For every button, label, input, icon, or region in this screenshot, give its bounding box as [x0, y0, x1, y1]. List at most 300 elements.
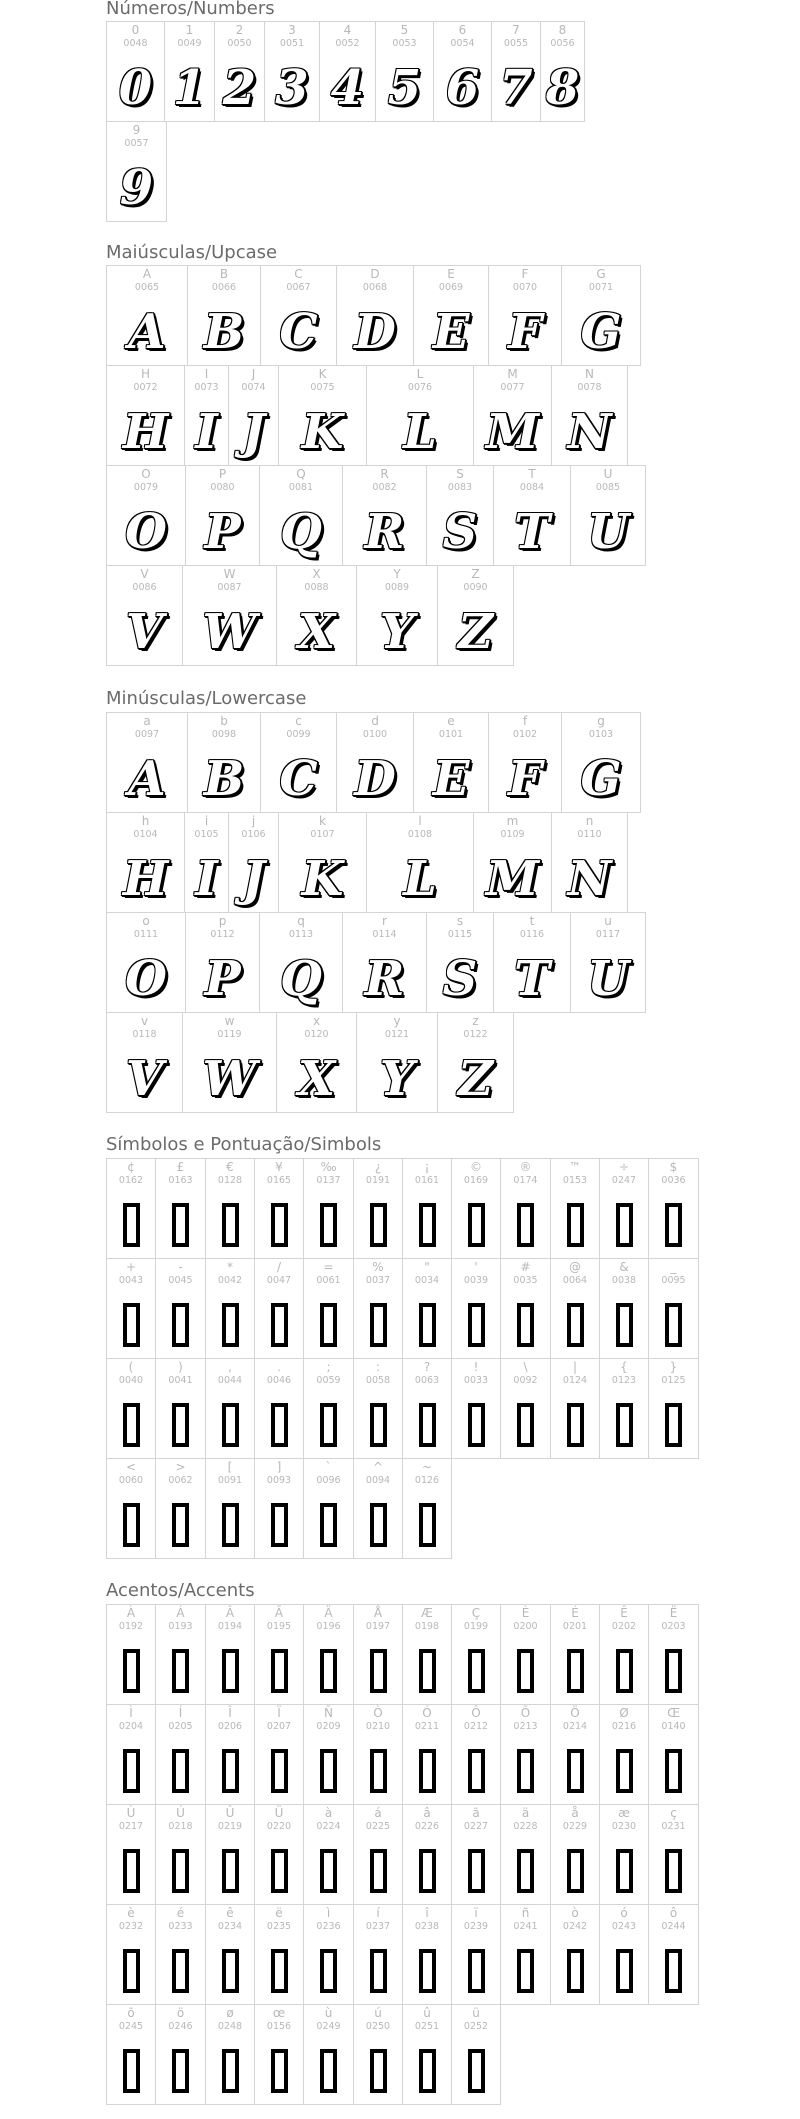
glyph-preview	[206, 1492, 254, 1558]
glyph-code-label: 0251	[414, 2021, 440, 2032]
glyph-cell	[451, 1604, 501, 1705]
glyph-cell	[551, 812, 628, 913]
glyph-preview	[600, 1738, 648, 1804]
decorative-glyph: K	[301, 851, 344, 907]
glyph-preview	[600, 1938, 648, 2004]
glyph-preview	[551, 1838, 599, 1904]
glyph-preview	[551, 1938, 599, 2004]
decorative-glyph: N	[567, 851, 612, 907]
glyph-preview	[206, 1638, 254, 1704]
glyph-character-label: +	[125, 1260, 137, 1274]
glyph-character-label: û	[423, 2006, 431, 2020]
glyph-preview	[255, 1838, 303, 1904]
glyph-cell	[106, 121, 167, 222]
missing-glyph-box-icon	[517, 1949, 534, 1993]
missing-glyph-box-icon	[468, 1403, 485, 1447]
glyph-preview	[183, 1046, 276, 1112]
glyph-cell	[182, 565, 277, 666]
missing-glyph-box-icon	[370, 1503, 387, 1547]
glyph-preview	[501, 1838, 550, 1904]
glyph-code-label: 0237	[365, 1921, 391, 1932]
glyph-cell	[353, 2004, 403, 2105]
missing-glyph-box-icon	[665, 1949, 682, 1993]
glyph-preview	[156, 1938, 205, 2004]
glyph-cell	[264, 21, 320, 122]
glyph-character-label: J	[251, 367, 256, 381]
decorative-glyph: B	[203, 751, 245, 807]
glyph-code-label: 0252	[463, 2021, 489, 2032]
glyph-character-label: N	[585, 367, 594, 381]
glyph-character-label: w	[224, 1014, 235, 1028]
glyph-cell	[254, 1358, 304, 1459]
glyph-character-label: à	[324, 1806, 333, 1820]
decorative-glyph: Q	[280, 504, 322, 560]
glyph-cell	[155, 1158, 206, 1259]
missing-glyph-box-icon	[271, 2049, 288, 2093]
glyph-character-label: =	[323, 1260, 334, 1274]
glyph-preview	[649, 1738, 698, 1804]
glyph-preview	[403, 1838, 451, 1904]
missing-glyph-box-icon	[222, 1303, 239, 1347]
decorative-glyph: M	[485, 851, 540, 907]
missing-glyph-box-icon	[517, 1403, 534, 1447]
decorative-glyph: E	[432, 751, 470, 807]
glyph-code-label: 0115	[447, 929, 473, 940]
glyph-character-label: ú	[374, 2006, 382, 2020]
decorative-glyph: L	[403, 404, 437, 460]
decorative-glyph: I	[195, 404, 218, 460]
glyph-cell	[155, 1604, 206, 1705]
decorative-glyph: P	[204, 504, 241, 560]
section-title-lowercase: Minúsculas/Lowercase	[106, 688, 307, 709]
glyph-preview	[552, 399, 627, 465]
glyph-preview	[277, 1046, 356, 1112]
glyph-code-label: 0097	[134, 729, 160, 740]
missing-glyph-box-icon	[370, 1949, 387, 1993]
decorative-glyph: C	[279, 751, 318, 807]
glyph-code-label: 0122	[463, 1029, 488, 1040]
glyph-cell	[500, 1904, 551, 2005]
missing-glyph-box-icon	[222, 1849, 239, 1893]
glyph-cell	[303, 1158, 354, 1259]
glyph-code-label: 0096	[316, 1475, 341, 1486]
glyph-preview	[367, 846, 473, 912]
glyph-preview	[107, 299, 187, 365]
glyph-preview	[107, 846, 184, 912]
glyph-code-label: 0033	[463, 1375, 489, 1386]
glyph-cell	[500, 1258, 551, 1359]
glyph-character-label: /	[276, 1260, 282, 1274]
glyph-character-label: Ü	[274, 1806, 284, 1820]
glyph-preview	[649, 1392, 698, 1458]
glyph-preview	[279, 399, 366, 465]
decorative-glyph: L	[403, 851, 437, 907]
glyph-character-label: ì	[326, 1906, 331, 1920]
glyph-preview	[551, 1392, 599, 1458]
glyph-preview	[357, 1046, 437, 1112]
glyph-code-label: 0205	[168, 1721, 193, 1732]
glyph-code-label: 0119	[217, 1029, 242, 1040]
glyph-character-label: Ø	[619, 1706, 629, 1720]
glyph-preview	[649, 1292, 698, 1358]
glyph-code-label: 0113	[288, 929, 314, 940]
glyph-character-label: )	[178, 1360, 183, 1374]
missing-glyph-box-icon	[665, 1749, 682, 1793]
missing-glyph-box-icon	[517, 1849, 534, 1893]
glyph-preview	[255, 1392, 303, 1458]
glyph-preview	[649, 1192, 698, 1258]
glyph-cell	[599, 1704, 649, 1805]
glyph-cell	[205, 1358, 255, 1459]
glyph-preview	[156, 1838, 205, 1904]
glyph-code-label: 0062	[168, 1475, 193, 1486]
glyph-code-label: 0095	[661, 1275, 686, 1286]
missing-glyph-box-icon	[665, 1203, 682, 1247]
glyph-preview	[156, 1492, 205, 1558]
decorative-glyph: A	[128, 304, 166, 360]
missing-glyph-box-icon	[419, 2049, 436, 2093]
glyph-preview	[304, 1938, 353, 2004]
glyph-cell	[106, 1012, 183, 1113]
missing-glyph-box-icon	[222, 1203, 239, 1247]
glyph-code-label: 0105	[194, 829, 219, 840]
glyph-cell	[254, 1704, 304, 1805]
glyph-code-label: 0063	[414, 1375, 440, 1386]
glyph-cell	[106, 1904, 156, 2005]
glyph-code-label: 0071	[588, 282, 614, 293]
glyph-cell	[205, 1258, 255, 1359]
decorative-glyph: F	[507, 304, 543, 360]
glyph-cell	[356, 1012, 438, 1113]
missing-glyph-box-icon	[320, 1403, 337, 1447]
decorative-glyph: U	[587, 951, 629, 1007]
glyph-preview	[260, 946, 342, 1012]
missing-glyph-box-icon	[616, 1303, 633, 1347]
missing-glyph-box-icon	[616, 1749, 633, 1793]
glyph-cell	[106, 21, 165, 122]
glyph-preview	[600, 1838, 648, 1904]
glyph-cell	[106, 1604, 156, 1705]
glyph-code-label: 0040	[118, 1375, 144, 1386]
glyph-preview	[403, 1738, 451, 1804]
glyph-cell	[336, 712, 414, 813]
glyph-code-label: 0107	[310, 829, 335, 840]
decorative-glyph: W	[202, 1051, 257, 1107]
glyph-cell	[550, 1904, 600, 2005]
glyph-preview	[304, 2038, 353, 2104]
glyph-character-label: Æ	[421, 1606, 433, 1620]
glyph-preview	[427, 946, 493, 1012]
glyph-character-label: Ù	[126, 1806, 136, 1820]
glyph-cell	[491, 21, 541, 122]
glyph-code-label: 0050	[227, 38, 252, 49]
decorative-glyph: H	[122, 404, 169, 460]
glyph-character-label: Ç	[471, 1606, 481, 1620]
glyph-code-label: 0046	[266, 1375, 292, 1386]
decorative-glyph: 1	[172, 60, 207, 116]
missing-glyph-box-icon	[567, 1949, 584, 1993]
missing-glyph-box-icon	[123, 1203, 140, 1247]
decorative-glyph: J	[242, 851, 265, 907]
glyph-cell	[254, 1158, 304, 1259]
glyph-preview	[403, 2038, 451, 2104]
missing-glyph-box-icon	[320, 1503, 337, 1547]
glyph-character-label: >	[175, 1460, 186, 1474]
glyph-character-label: ô	[669, 1906, 678, 1920]
glyph-preview	[107, 1046, 182, 1112]
glyph-preview	[206, 1838, 254, 1904]
glyph-character-label: c	[295, 714, 302, 728]
glyph-code-label: 0056	[550, 38, 575, 49]
glyph-cell	[106, 1258, 156, 1359]
glyph-code-label: 0229	[562, 1821, 588, 1832]
glyph-preview	[255, 1492, 303, 1558]
glyph-code-label: 0079	[133, 482, 159, 493]
glyph-character-label: 2	[235, 23, 244, 37]
glyph-code-label: 0087	[217, 582, 242, 593]
glyph-preview	[489, 746, 561, 812]
glyph-preview	[304, 1838, 353, 1904]
glyph-character-label: }	[669, 1360, 678, 1374]
glyph-preview	[571, 499, 645, 565]
glyph-cell	[214, 21, 265, 122]
glyph-character-label: â	[423, 1806, 431, 1820]
glyph-preview	[107, 155, 166, 221]
decorative-glyph: T	[514, 504, 550, 560]
glyph-code-label: 0216	[611, 1721, 637, 1732]
glyph-preview	[501, 1392, 550, 1458]
glyph-code-label: 0232	[118, 1921, 144, 1932]
glyph-character-label: |	[572, 1360, 578, 1374]
glyph-character-label: œ	[272, 2006, 286, 2020]
glyph-preview	[206, 1192, 254, 1258]
glyph-preview	[156, 1738, 205, 1804]
glyph-character-label: X	[312, 567, 321, 581]
glyph-cell	[106, 812, 185, 913]
glyph-character-label: ù	[324, 2006, 333, 2020]
glyph-code-label: 0128	[217, 1175, 243, 1186]
glyph-character-label: ö	[176, 2006, 185, 2020]
decorative-glyph: 7	[499, 60, 533, 116]
glyph-character-label: Z	[471, 567, 480, 581]
glyph-cell	[205, 1158, 255, 1259]
glyph-cell	[599, 1258, 649, 1359]
missing-glyph-box-icon	[370, 2049, 387, 2093]
missing-glyph-box-icon	[616, 1649, 633, 1693]
glyph-character-label: ÷	[618, 1160, 630, 1174]
glyph-code-label: 0076	[407, 382, 433, 393]
missing-glyph-box-icon	[370, 1303, 387, 1347]
glyph-preview	[215, 55, 264, 121]
glyph-cell	[303, 1258, 354, 1359]
glyph-preview	[357, 599, 437, 665]
glyph-code-label: 0043	[118, 1275, 144, 1286]
glyph-cell	[106, 2004, 156, 2105]
glyph-code-label: 0102	[512, 729, 538, 740]
glyph-code-label: 0235	[266, 1921, 292, 1932]
missing-glyph-box-icon	[222, 1503, 239, 1547]
glyph-cell	[648, 1804, 699, 1905]
decorative-glyph: S	[442, 504, 478, 560]
glyph-cell	[493, 465, 571, 566]
glyph-character-label: ~	[421, 1460, 433, 1474]
glyph-character-label: ñ	[521, 1906, 530, 1920]
glyph-character-label: !	[473, 1360, 479, 1374]
missing-glyph-box-icon	[665, 1403, 682, 1447]
glyph-preview	[337, 299, 413, 365]
glyph-preview	[229, 846, 278, 912]
glyph-code-label: 0249	[316, 2021, 341, 2032]
glyph-character-label: {	[620, 1360, 628, 1374]
decorative-glyph: 0	[118, 60, 153, 116]
glyph-character-label: P	[218, 467, 227, 481]
glyph-preview	[186, 499, 259, 565]
glyph-preview	[304, 1192, 353, 1258]
glyph-character-label: i	[204, 814, 209, 828]
glyph-cell	[402, 1904, 452, 2005]
glyph-code-label: 0236	[316, 1921, 341, 1932]
glyph-preview	[492, 55, 540, 121]
glyph-character-label: ¿	[374, 1160, 382, 1174]
glyph-character-label: O	[141, 467, 151, 481]
glyph-cell	[402, 1804, 452, 1905]
glyph-cell	[402, 1258, 452, 1359]
glyph-character-label: ©	[470, 1160, 482, 1174]
glyph-cell	[402, 1158, 452, 1259]
glyph-cell	[278, 365, 367, 466]
glyph-character-label: Y	[393, 567, 401, 581]
glyph-cell	[164, 21, 215, 122]
glyph-code-label: 0106	[241, 829, 266, 840]
glyph-preview	[474, 399, 551, 465]
glyph-character-label: æ	[618, 1806, 630, 1820]
glyph-cell	[106, 1158, 156, 1259]
missing-glyph-box-icon	[517, 1749, 534, 1793]
glyph-preview	[552, 846, 627, 912]
glyph-code-label: 0060	[118, 1475, 144, 1486]
glyph-cell	[155, 1804, 206, 1905]
glyph-preview	[501, 1638, 550, 1704]
glyph-character-label: Ó	[422, 1706, 432, 1720]
glyph-cell	[500, 1704, 551, 1805]
glyph-preview	[206, 1938, 254, 2004]
glyph-cell	[205, 1458, 255, 1559]
decorative-glyph: E	[432, 304, 470, 360]
glyph-cell	[561, 712, 641, 813]
missing-glyph-box-icon	[123, 1849, 140, 1893]
glyph-character-label: Ä	[324, 1606, 333, 1620]
glyph-preview	[367, 399, 473, 465]
glyph-character-label: í	[376, 1906, 380, 1920]
glyph-character-label: j	[251, 814, 256, 828]
glyph-code-label: 0116	[519, 929, 545, 940]
glyph-cell	[550, 1258, 600, 1359]
glyph-code-label: 0053	[392, 38, 417, 49]
glyph-character-label: l	[418, 814, 422, 828]
decorative-glyph: S	[442, 951, 478, 1007]
glyph-character-label: "	[424, 1260, 430, 1274]
glyph-cell	[303, 1604, 354, 1705]
glyph-preview	[107, 1638, 155, 1704]
glyph-cell	[353, 1458, 403, 1559]
glyph-preview	[206, 1392, 254, 1458]
glyph-preview	[107, 1392, 155, 1458]
glyph-code-label: 0110	[577, 829, 602, 840]
glyph-code-label: 0203	[661, 1621, 686, 1632]
decorative-glyph: O	[125, 504, 167, 560]
glyph-code-label: 0200	[513, 1621, 538, 1632]
glyph-character-label: 6	[458, 23, 467, 37]
glyph-code-label: 0075	[310, 382, 335, 393]
glyph-preview	[206, 1292, 254, 1358]
decorative-glyph: 8	[545, 60, 580, 116]
glyph-code-label: 0191	[365, 1175, 391, 1186]
glyph-code-label: 0059	[316, 1375, 341, 1386]
glyph-cell	[303, 2004, 354, 2105]
missing-glyph-box-icon	[616, 1203, 633, 1247]
glyph-character-label: K	[318, 367, 327, 381]
missing-glyph-box-icon	[567, 1303, 584, 1347]
glyph-code-label: 0086	[132, 582, 157, 593]
glyph-cell	[353, 1904, 403, 2005]
glyph-code-label: 0161	[414, 1175, 440, 1186]
glyph-cell	[319, 21, 376, 122]
glyph-code-label: 0089	[384, 582, 410, 593]
decorative-glyph: X	[297, 1051, 336, 1107]
glyph-preview	[260, 499, 342, 565]
glyph-character-label: €	[226, 1160, 234, 1174]
missing-glyph-box-icon	[419, 1949, 436, 1993]
glyph-cell	[451, 1704, 501, 1805]
glyph-cell	[353, 1358, 403, 1459]
glyph-character-label: Ë	[669, 1606, 678, 1620]
glyph-preview	[185, 846, 228, 912]
glyph-character-label: ø	[226, 2006, 234, 2020]
glyph-character-label: C	[294, 267, 303, 281]
glyph-cell	[106, 1804, 156, 1905]
missing-glyph-box-icon	[468, 1203, 485, 1247]
glyph-character-label: r	[382, 914, 387, 928]
glyph-character-label: ã	[472, 1806, 480, 1820]
glyph-code-label: 0100	[362, 729, 388, 740]
glyph-code-label: 0125	[661, 1375, 686, 1386]
decorative-glyph: Y	[379, 1051, 415, 1107]
glyph-code-label: 0081	[288, 482, 314, 493]
glyph-code-label: 0246	[168, 2021, 193, 2032]
missing-glyph-box-icon	[665, 1849, 682, 1893]
glyph-preview	[600, 1392, 648, 1458]
glyph-cell	[155, 1704, 206, 1805]
glyph-character-label: Ê	[620, 1606, 628, 1620]
decorative-glyph: U	[587, 504, 629, 560]
glyph-preview	[156, 1392, 205, 1458]
missing-glyph-box-icon	[567, 1403, 584, 1447]
glyph-character-label: q	[297, 914, 305, 928]
glyph-character-label: g	[597, 714, 605, 728]
glyph-code-label: 0137	[316, 1175, 341, 1186]
glyph-cell	[187, 712, 261, 813]
glyph-cell	[205, 2004, 255, 2105]
glyph-cell	[254, 1604, 304, 1705]
glyph-code-label: 0204	[118, 1721, 144, 1732]
decorative-glyph: K	[301, 404, 344, 460]
glyph-preview	[403, 1638, 451, 1704]
glyph-cell	[648, 1358, 699, 1459]
glyph-cell	[254, 1904, 304, 2005]
missing-glyph-box-icon	[172, 1749, 189, 1793]
glyph-preview	[304, 1638, 353, 1704]
glyph-preview	[438, 1046, 513, 1112]
